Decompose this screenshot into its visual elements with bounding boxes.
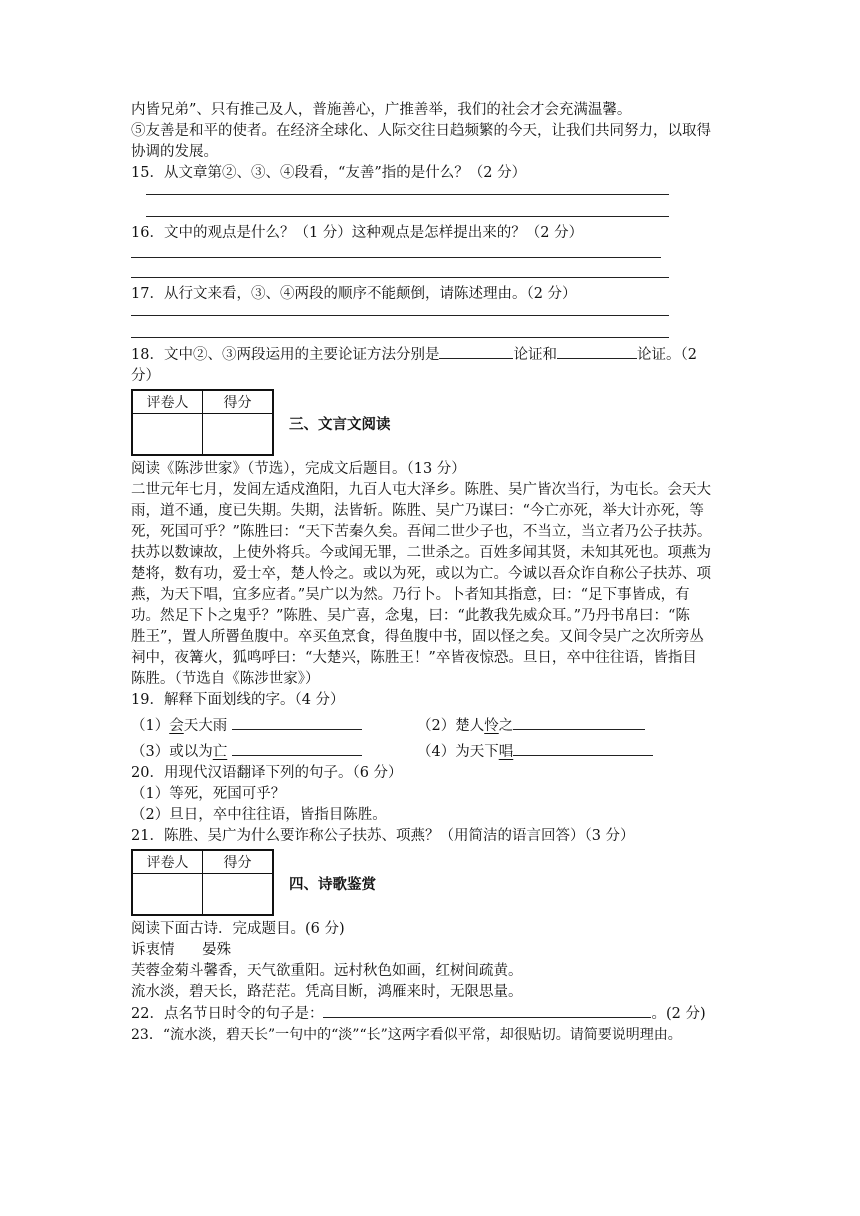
text-line: 胜王”，置人所罾鱼腹中。卒买鱼烹食，得鱼腹中书，固以怪之矣。又间令吴广之次所旁丛 bbox=[131, 629, 704, 645]
paragraph-tail: 内皆兄弟”、只有推己及人，普施善心，广推善举，我们的社会才会充满温馨。 bbox=[131, 102, 632, 118]
poem-title: 诉衷情 晏殊 bbox=[131, 942, 232, 958]
item-1: （1）会天大雨 bbox=[131, 714, 417, 735]
underlined-char: 怜 bbox=[484, 717, 499, 734]
underlined-char: 唱 bbox=[498, 743, 514, 760]
text-line: 祠中，夜篝火，狐鸣呼曰：“大楚兴，陈胜王！”卒皆夜惊恐。旦日，卒中往往语，皆指目 bbox=[131, 650, 697, 666]
question-21: 21．陈胜、吴广为什么要诈称公子扶苏、项燕？（用简洁的语言回答）（3 分） bbox=[131, 828, 635, 844]
fill-blank[interactable] bbox=[439, 344, 513, 359]
text-line: 楚将，数有功，爱士卒，楚人怜之。或以为死，或以为亡。今诚以吾众诈自称公子扶苏、项 bbox=[131, 566, 711, 582]
text-line: 燕，为天下唱，宜多应者。”吴广以为然。乃行卜。卜者知其指意，曰：“足下事皆成，有 bbox=[131, 587, 690, 603]
section-title: 三、文言文阅读 bbox=[289, 417, 391, 433]
text-line: 功。然足下卜之鬼乎？”陈胜、吴广喜，念鬼，曰：“此教我先威众耳。”乃丹书帛曰：“陈 bbox=[131, 608, 690, 624]
question-19-row2 bbox=[131, 737, 741, 763]
paragraph-5-line1: ⑤友善是和平的使者。在经济全球化、人际交往日趋频繁的今天，让我们共同努力，以取得 bbox=[131, 123, 711, 139]
score-cell[interactable] bbox=[203, 874, 274, 916]
question-20: 20．用现代汉语翻译下列的句子。（6 分） bbox=[131, 765, 403, 781]
question-16: 16．文中的观点是什么？（1 分）这种观点是怎样提出来的？（2 分） bbox=[131, 225, 584, 241]
score-box-section-4 bbox=[131, 849, 741, 915]
question-18-part-c: 论证。（2 bbox=[636, 347, 697, 363]
question-20-1: （1）等死，死国可乎？ bbox=[131, 786, 286, 802]
question-19: 19．解释下面划线的字。（4 分） bbox=[131, 692, 345, 708]
exam-page bbox=[131, 100, 741, 1046]
question-23: 23．“流水淡，碧天长”一句中的“淡”“长”这两字看似平常，却很贴切。请简要说明理由。 bbox=[131, 1027, 682, 1043]
text-line: 死，死国可乎？”陈胜曰：“天下苦秦久矣。吾闻二世少子也，不当立，当立者乃公子扶苏。 bbox=[131, 524, 712, 540]
item-2: （2）楚人怜之 bbox=[417, 714, 717, 735]
score-box-section-3 bbox=[131, 389, 741, 455]
text-line: 雨，道不通，度已失期。失期，法皆斩。陈胜、吴广乃谋曰：“今亡亦死，举大计亦死，等 bbox=[131, 503, 704, 519]
paragraph-5-line2: 协调的发展。 bbox=[131, 144, 218, 160]
grader-header: 评卷人 bbox=[132, 390, 203, 414]
question-18-part-b: 论证和 bbox=[513, 347, 557, 363]
poem-line: 芙蓉金菊斗馨香，天气欲重阳。远村秋色如画，红树间疏黄。 bbox=[131, 963, 523, 979]
classical-text bbox=[131, 480, 741, 690]
question-17: 17．从行文来看，③、④两段的顺序不能颠倒，请陈述理由。（2 分） bbox=[131, 286, 577, 302]
fill-blank[interactable] bbox=[232, 741, 362, 756]
reading-intro: 阅读《陈涉世家》（节选），完成文后题目。（13 分） bbox=[131, 461, 466, 477]
text-line: 二世元年七月，发闾左适戍渔阳，九百人屯大泽乡。陈胜、吴广皆次当行，为屯长。会天大 bbox=[131, 482, 711, 498]
grader-cell[interactable] bbox=[132, 874, 203, 916]
fill-blank[interactable] bbox=[513, 715, 645, 730]
poem-intro: 阅读下面古诗．完成题目。(6 分) bbox=[131, 921, 345, 937]
underlined-char: 亡 bbox=[212, 743, 228, 760]
fill-blank[interactable] bbox=[557, 344, 637, 359]
item-3: （3）或以为亡 bbox=[131, 740, 417, 761]
question-15: 15．从文章第②、③、④段看，“友善”指的是什么？（2 分） bbox=[131, 165, 527, 181]
section-title: 四、诗歌鉴赏 bbox=[289, 877, 376, 893]
text-line: 扶苏以数谏故，上使外将兵。今或闻无罪，二世杀之。百姓多闻其贤，未知其死也。项燕为 bbox=[131, 545, 711, 561]
score-header: 得分 bbox=[203, 390, 274, 414]
score-cell[interactable] bbox=[203, 414, 274, 456]
text-line: 陈胜。（节选自《陈涉世家》） bbox=[131, 671, 320, 687]
fill-blank[interactable] bbox=[232, 715, 362, 730]
question-18 bbox=[131, 344, 741, 366]
fill-blank[interactable] bbox=[323, 1003, 651, 1018]
question-18-tail: 分） bbox=[131, 368, 160, 384]
fill-blank[interactable] bbox=[513, 741, 653, 756]
score-header: 得分 bbox=[203, 850, 274, 874]
question-18-part-a: 18．文中②、③两段运用的主要论证方法分别是 bbox=[131, 347, 440, 363]
poem-line: 流水淡，碧天长，路茫茫。凭高目断，鸿雁来时，无限思量。 bbox=[131, 984, 523, 1000]
question-19-row1 bbox=[131, 711, 741, 737]
item-4: （4）为天下唱 bbox=[417, 740, 717, 761]
underlined-char: 会 bbox=[169, 717, 184, 734]
score-table bbox=[131, 389, 274, 456]
score-table bbox=[131, 849, 274, 916]
question-20-2: （2）旦日，卒中往往语，皆指目陈胜。 bbox=[131, 807, 387, 823]
grader-cell[interactable] bbox=[132, 414, 203, 456]
question-22: 22．点名节日时令的句子是： 。(2 分) bbox=[131, 1003, 741, 1025]
grader-header: 评卷人 bbox=[132, 850, 203, 874]
